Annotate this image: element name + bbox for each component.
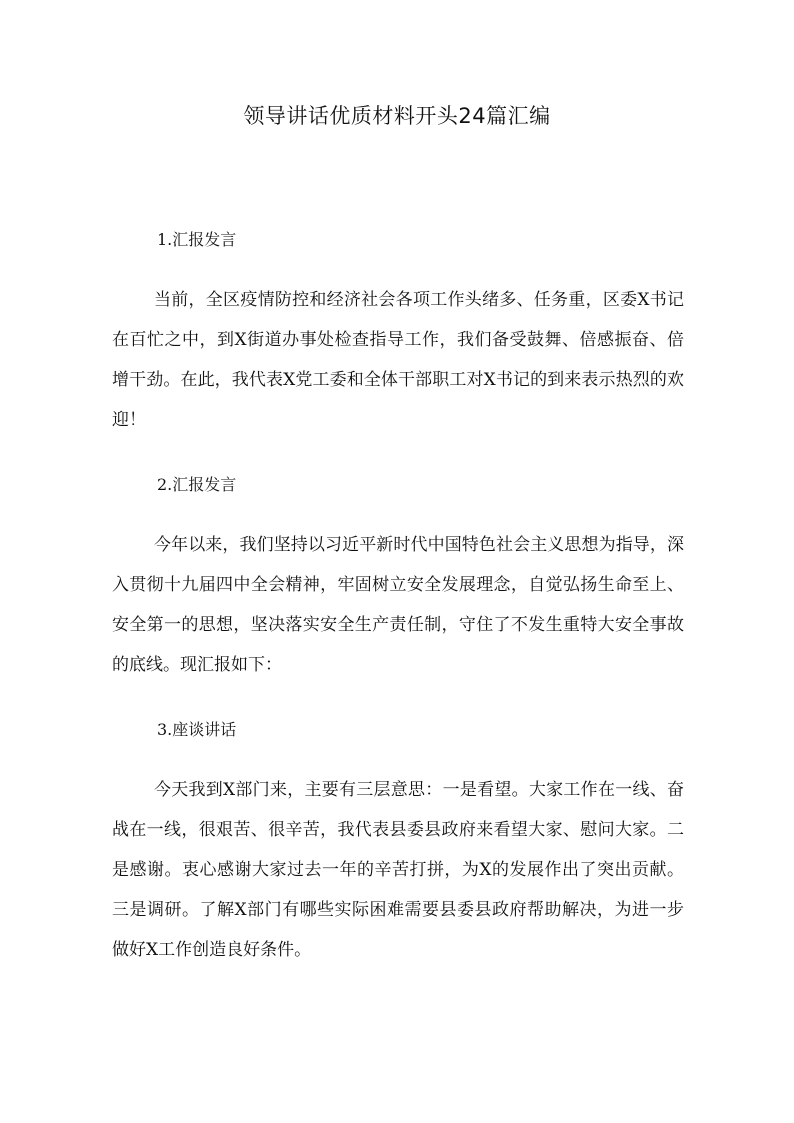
section-3 — [112, 718, 684, 970]
section-heading: 3.座谈讲话 — [157, 720, 237, 739]
section-heading: 2.汇报发言 — [157, 475, 237, 494]
document-title: 领导讲话优质材料开头24篇汇编 — [243, 104, 551, 128]
section-2 — [112, 473, 684, 685]
section-heading: 1.汇报发言 — [157, 230, 237, 249]
section-body: 今天我到X部门来，主要有三层意思：一是看望。大家工作在一线、奋战在一线，很艰苦、很辛苦，我代表县委县政府来看望大家、慰问大家。二是感谢。衷心感谢大家过去一年的辛苦打拼，为X的发展作出了突出贡献。三是调研。了解X部门有哪些实际困难需要县委县政府帮助解决，为进一步做好X工作创造良好条件。 — [112, 780, 684, 960]
section-body: 当前，全区疫情防控和经济社会各项工作头绪多、任务重，区委X书记在百忙之中，到X街道办事处检查指导工作，我们备受鼓舞、倍感振奋、倍增干劲。在此，我代表X党工委和全体干部职工对X书记的到来表示热烈的欢迎！ — [112, 290, 684, 430]
section-1 — [112, 228, 684, 440]
section-body: 今年以来，我们坚持以习近平新时代中国特色社会主义思想为指导，深入贯彻十九届四中全会精神，牢固树立安全发展理念，自觉弘扬生命至上、安全第一的思想，坚决落实安全生产责任制，守住了不发生重特大安全事故的底线。现汇报如下： — [112, 535, 684, 675]
